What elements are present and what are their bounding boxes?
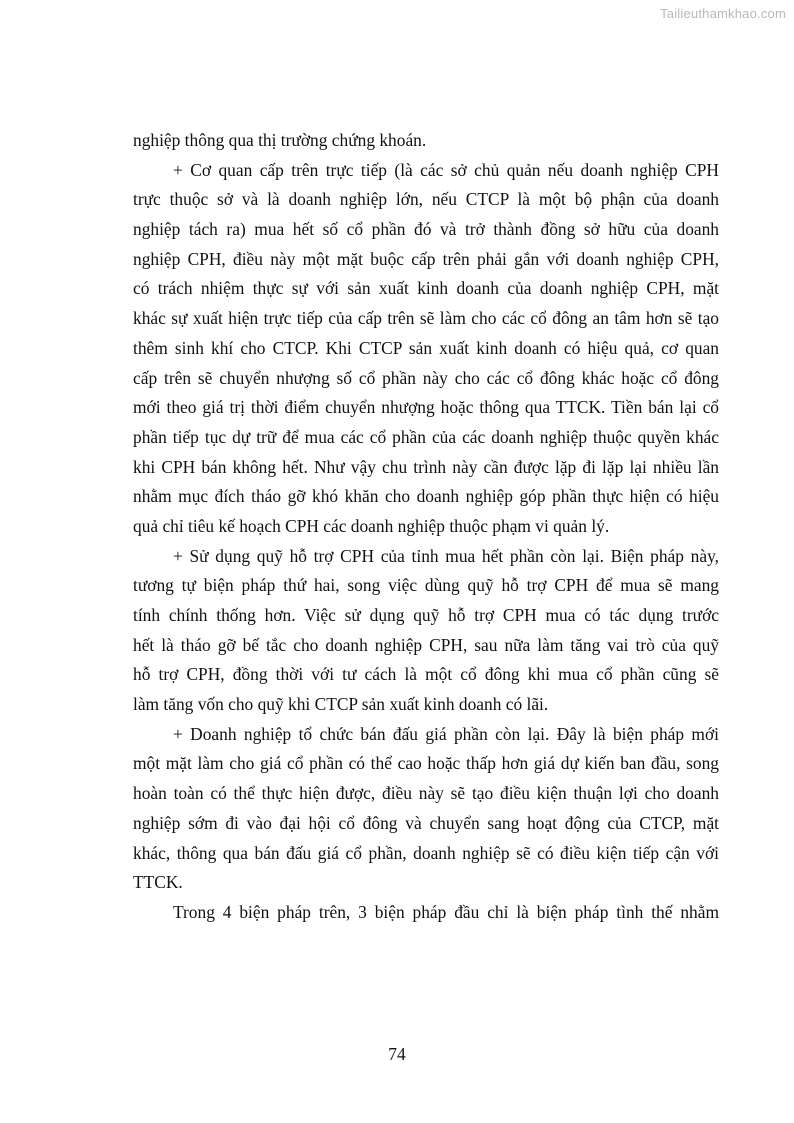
text-line: nhằm mục đích tháo gỡ khó khăn cho doanh nghiệp góp phần thực hiện có hiệu [133,486,719,507]
text-line: quả chỉ tiêu kế hoạch CPH các doanh nghiệp thuộc phạm vi quản lý. [133,515,610,536]
text-line: khác sự xuất hiện trực tiếp của cấp trên sẽ làm cho các cổ đông an tâm hơn sẽ tạo [133,308,719,329]
text-line: hết là tháo gỡ bế tắc cho doanh nghiệp CPH, sau nữa làm tăng vai trò của quỹ [133,634,719,655]
page-number: 74 [388,1044,406,1064]
text-line: mới theo giá trị thời điểm chuyển nhượng hoặc thông qua TTCK. Tiền bán lại cổ [133,397,719,418]
text-line: nghiệp CPH, điều này một mặt buộc cấp trên phải gắn với doanh nghiệp CPH, [133,248,719,269]
text-line: tính chính thống hơn. Việc sử dụng quỹ hỗ trợ CPH mua có tác dụng trước [133,605,719,625]
text-line: khi CPH bán không hết. Như vậy chu trình này cần được lặp đi lặp lại nhiều lần [133,456,719,477]
text-line: một mặt làm cho giá cổ phần có thể cao hoặc thấp hơn giá dự kiến ban đầu, song [133,753,719,774]
text-line: trực thuộc sở và là doanh nghiệp lớn, nếu CTCP là một bộ phận của doanh [133,189,719,210]
text-line: thêm sinh khí cho CTCP. Khi CTCP sản xuất kinh doanh có hiệu quả, cơ quan [133,337,719,358]
text-line: hỗ trợ CPH, đồng thời với tư cách là một cổ đông khi mua cổ phần cũng sẽ [133,664,719,685]
text-line: nghiệp thông qua thị trường chứng khoán. [133,130,427,150]
text-line: TTCK. [133,872,183,893]
text-line: tương tự biện pháp thứ hai, song việc dùng quỹ hỗ trợ CPH để mua sẽ mang [133,575,719,596]
text-line: nghiệp sớm đi vào đại hội cổ đông và chuyển sang hoạt động của CTCP, mặt [133,812,719,833]
text-line: khác, thông qua bán đấu giá cổ phần, doanh nghiệp sẽ có điều kiện tiếp cận với [133,842,719,863]
text-line: phần tiếp tục dự trữ để mua các cổ phần của các doanh nghiệp thuộc quyền khác [133,426,719,447]
text-line: + Cơ quan cấp trên trực tiếp (là các sở chủ quản nếu doanh nghiệp CPH [173,159,719,180]
text-line: cấp trên sẽ chuyển nhượng số cổ phần này cho các cổ đông khác hoặc cổ đông [133,367,719,388]
text-line: nghiệp tách ra) mua hết số cổ phần đó và trở thành đồng sở hữu của doanh [133,219,719,240]
text-line: hoàn toàn có thể thực hiện được, điều này sẽ tạo điều kiện thuận lợi cho doanh [133,783,719,804]
text-line: có trách nhiệm thực sự với sản xuất kinh doanh của doanh nghiệp CPH, mặt [133,278,719,299]
watermark-text: Tailieuthamkhao.com [660,6,786,21]
document-body [133,126,719,928]
text-line: + Doanh nghiệp tổ chức bán đấu giá phần còn lại. Đây là biện pháp mới [173,723,719,744]
text-line: + Sử dụng quỹ hỗ trợ CPH của tỉnh mua hết phần còn lại. Biện pháp này, [173,545,719,566]
text-line: Trong 4 biện pháp trên, 3 biện pháp đầu chỉ là biện pháp tình thế nhằm [173,901,719,922]
text-line: làm tăng vốn cho quỹ khi CTCP sản xuất kinh doanh có lãi. [133,694,549,715]
